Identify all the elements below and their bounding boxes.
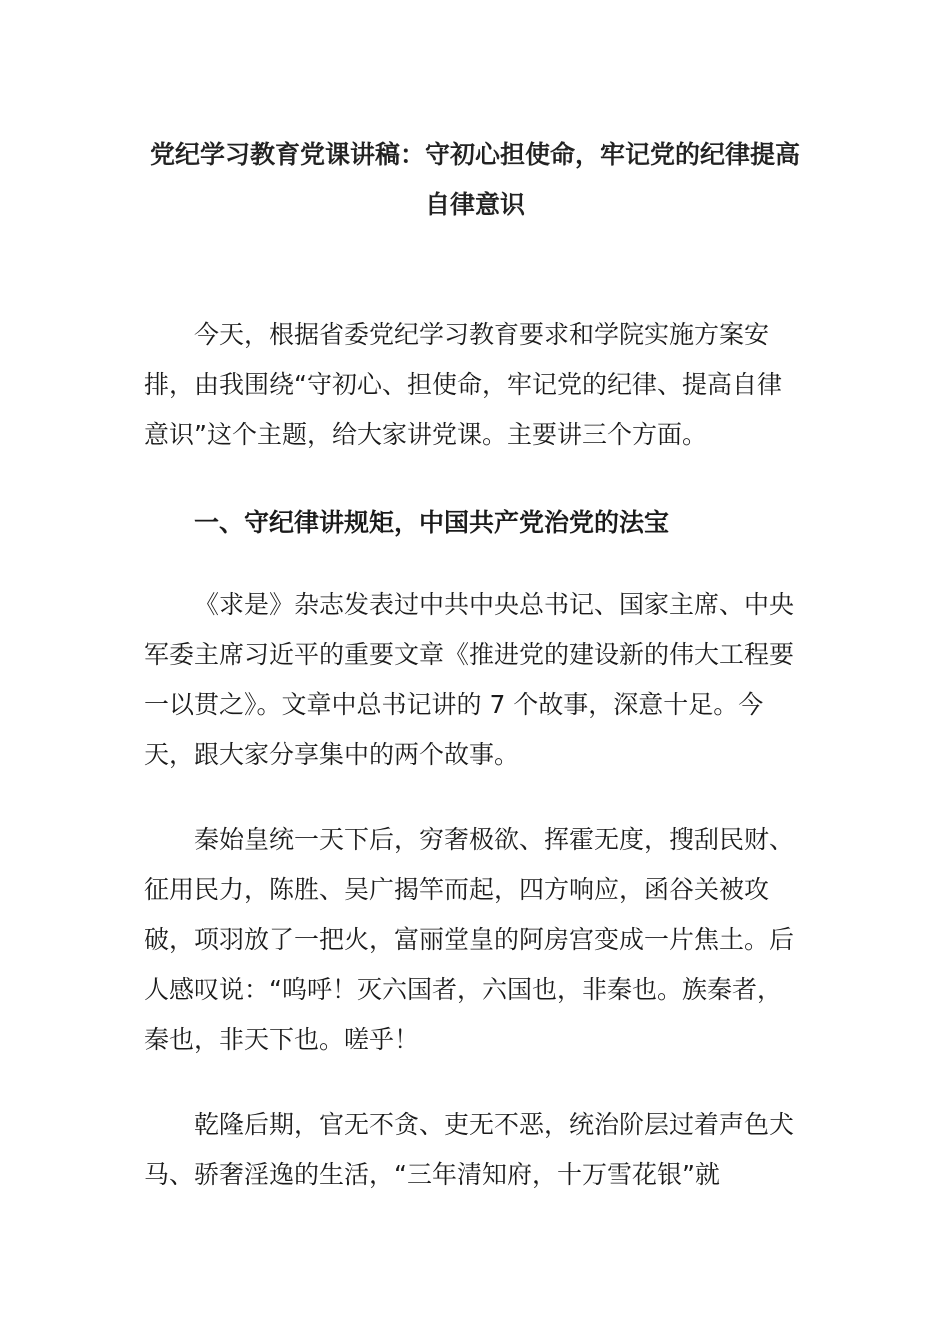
body-paragraph: 《求是》杂志发表过中共中央总书记、国家主席、中央军委主席习近平的重要文章《推进党的建设新的伟大工程要一以贯之》。文章中总书记讲的 7 个故事，深意十足。今天，跟大家分享集中的两个故事。	[144, 590, 795, 769]
intro-paragraph: 今天，根据省委党纪学习教育要求和学院实施方案安排，由我围绕“守初心、担使命，牢记党的纪律、提高自律意识”这个主题，给大家讲党课。主要讲三个方面。	[144, 320, 782, 449]
body-paragraph: 乾隆后期，官无不贪、吏无不恶，统治阶层过着声色犬马、骄奢淫逸的生活，“三年清知府，十万雪花银”就	[144, 1110, 795, 1189]
document-title: 党纪学习教育党课讲稿：守初心担使命，牢记党的纪律提高自律意识	[149, 140, 800, 219]
body-paragraph: 秦始皇统一天下后，穷奢极欲、挥霍无度，搜刮民财、征用民力，陈胜、吴广揭竿而起，四方响应，函谷关被攻破，项羽放了一把火，富丽堂皇的阿房宫变成一片焦土。后人感叹说：“呜呼！灭六国者，六国也，非秦也。族秦者，秦也，非天下也。嗟乎！	[144, 825, 795, 1054]
section-heading: 一、守纪律讲规矩，中国共产党治党的法宝	[194, 508, 670, 537]
